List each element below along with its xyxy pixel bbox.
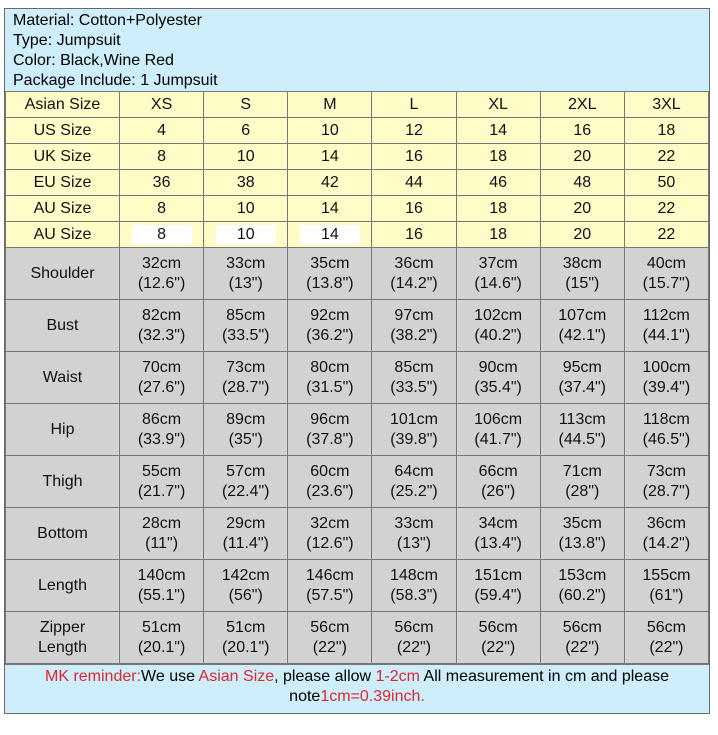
measurement-cell: [204, 508, 288, 560]
size-cell: 50: [624, 170, 708, 196]
measurement-cell: [288, 508, 372, 560]
measurement-label: [6, 352, 120, 404]
value-inch: (23.6"): [306, 482, 354, 500]
value-inch: (41.7"): [474, 430, 522, 448]
measurement-cell: [456, 456, 540, 508]
value-inch: (61"): [649, 586, 684, 604]
value-cm: 106cm: [474, 410, 523, 428]
size-cell: L: [372, 92, 456, 118]
value-inch: (37.8"): [306, 430, 354, 448]
value-inch: (27.6"): [137, 378, 186, 396]
asian-size-highlight: Asian Size: [198, 668, 275, 685]
value-cm: 28cm: [142, 514, 182, 532]
value-cm: 66cm: [478, 462, 518, 480]
value-inch: (33.5"): [390, 378, 438, 396]
size-cell: 10: [288, 118, 372, 144]
value-inch: (12.6"): [306, 534, 354, 552]
value-cm: 29cm: [226, 514, 266, 532]
measurement-label: [6, 508, 120, 560]
value-cm: 33cm: [226, 254, 266, 272]
value-cm: 102cm: [474, 306, 523, 324]
size-cell: XL: [456, 92, 540, 118]
measurement-cell: [624, 612, 708, 664]
size-row-label: Asian Size: [6, 92, 120, 118]
value-cm: 56cm: [562, 618, 602, 636]
value-inch: (35"): [228, 430, 263, 448]
value-cm: 33cm: [394, 514, 434, 532]
measurement-label: [6, 612, 120, 664]
size-cell: 8: [120, 222, 204, 248]
value-cm: 95cm: [562, 358, 602, 376]
value-cm: 86cm: [142, 410, 182, 428]
measurement-cell: [540, 560, 624, 612]
value-cm: 38cm: [562, 254, 602, 272]
measurement-cell: [204, 300, 288, 352]
measurement-cell: [372, 352, 456, 404]
size-row-label: US Size: [6, 118, 120, 144]
size-table: [5, 91, 709, 664]
conversion-highlight: 1cm=0.39inch.: [320, 688, 425, 705]
value-cm: 140cm: [137, 566, 186, 584]
size-cell: 20: [540, 222, 624, 248]
size-cell: 36: [120, 170, 204, 196]
value-cm: 36cm: [646, 514, 686, 532]
size-row: [6, 92, 709, 118]
measurement-label-line: Waist: [42, 368, 83, 386]
measurement-cell: [288, 352, 372, 404]
value-cm: 89cm: [226, 410, 266, 428]
value-inch: (57.5"): [306, 586, 354, 604]
value-inch: (11.4"): [222, 534, 269, 552]
measurement-cell: [624, 300, 708, 352]
measurement-cell: [204, 456, 288, 508]
size-cell: 48: [540, 170, 624, 196]
measurement-label: [6, 404, 120, 456]
value-inch: (13"): [396, 534, 432, 552]
value-cm: 151cm: [474, 566, 523, 584]
measurement-cell: [120, 352, 204, 404]
value-inch: (56"): [228, 586, 263, 604]
value-inch: (55.1"): [137, 586, 186, 604]
measurement-cell: [456, 508, 540, 560]
value-cm: 155cm: [642, 566, 691, 584]
value-cm: 37cm: [478, 254, 518, 272]
measurement-cell: [456, 612, 540, 664]
value-cm: 64cm: [394, 462, 434, 480]
size-cell: 6: [204, 118, 288, 144]
value-inch: (14.2"): [390, 274, 438, 292]
size-cell: 14: [288, 196, 372, 222]
measurement-cell: [288, 404, 372, 456]
value-cm: 73cm: [646, 462, 686, 480]
value-cm: 34cm: [478, 514, 518, 532]
size-cell: 20: [540, 144, 624, 170]
value-inch: (22"): [481, 638, 516, 656]
value-inch: (22"): [565, 638, 600, 656]
measurement-row: [6, 612, 709, 664]
size-cell: M: [288, 92, 372, 118]
value-cm: 51cm: [226, 618, 266, 636]
value-cm: 32cm: [142, 254, 182, 272]
size-cell: 20: [540, 196, 624, 222]
footer-text: All measurement in cm and please note: [289, 668, 669, 705]
measurement-cell: [624, 404, 708, 456]
measurement-cell: [456, 404, 540, 456]
value-inch: (21.7"): [137, 482, 186, 500]
value-inch: (15"): [565, 274, 600, 292]
measurement-cell: [456, 560, 540, 612]
measurement-row: [6, 248, 709, 300]
value-cm: 35cm: [562, 514, 602, 532]
value-inch: (31.5"): [306, 378, 354, 396]
value-inch: (33.5"): [221, 326, 270, 344]
value-inch: (20.1"): [137, 638, 186, 656]
measurement-cell: [540, 404, 624, 456]
measurement-cell: [288, 612, 372, 664]
value-cm: 73cm: [226, 358, 266, 376]
value-cm: 92cm: [310, 306, 350, 324]
measurement-label-line: Length: [38, 576, 87, 594]
value-inch: (46.5"): [642, 430, 691, 448]
measurement-cell: [288, 248, 372, 300]
measurement-cell: [204, 404, 288, 456]
value-inch: (44.1"): [642, 326, 691, 344]
size-row-label: AU Size: [6, 222, 120, 248]
value-inch: (11"): [145, 534, 179, 552]
value-inch: (22.4"): [221, 482, 270, 500]
size-cell: 2XL: [540, 92, 624, 118]
value-cm: 56cm: [646, 618, 686, 636]
value-cm: 118cm: [643, 410, 690, 428]
value-cm: 100cm: [642, 358, 691, 376]
measurement-cell: [372, 508, 456, 560]
size-cell: 12: [372, 118, 456, 144]
size-cell: 16: [540, 118, 624, 144]
size-cell: 18: [456, 222, 540, 248]
value-cm: 56cm: [394, 618, 434, 636]
value-cm: 55cm: [142, 462, 182, 480]
measurement-cell: [624, 456, 708, 508]
value-inch: (39.8"): [390, 430, 438, 448]
value-cm: 60cm: [310, 462, 350, 480]
info-material: Material: Cotton+Polyester: [13, 12, 202, 29]
value-inch: (28.7"): [221, 378, 270, 396]
size-cell: 10: [204, 222, 288, 248]
value-cm: 153cm: [558, 566, 607, 584]
size-cell: 22: [624, 144, 708, 170]
measurement-label: [6, 560, 120, 612]
size-cell: 16: [372, 144, 456, 170]
measurement-cell: [204, 612, 288, 664]
value-inch: (38.2"): [390, 326, 438, 344]
measurement-cell: [540, 300, 624, 352]
measurement-cell: [540, 456, 624, 508]
size-row: [6, 144, 709, 170]
value-inch: (28.7"): [642, 482, 691, 500]
value-inch: (60.2"): [558, 586, 607, 604]
size-cell: 10: [204, 144, 288, 170]
measurement-label-line: Bust: [46, 316, 79, 334]
value-inch: (59.4"): [474, 586, 522, 604]
measurement-cell: [120, 404, 204, 456]
measurement-cell: [624, 508, 708, 560]
measurement-label-line: Thigh: [42, 472, 83, 490]
value-cm: 40cm: [646, 254, 686, 272]
value-inch: (58.3"): [390, 586, 438, 604]
measurement-label: [6, 300, 120, 352]
size-row-label: AU Size: [6, 196, 120, 222]
value-cm: 71cm: [562, 462, 602, 480]
value-cm: 51cm: [142, 618, 182, 636]
measurement-cell: [372, 248, 456, 300]
value-cm: 112cm: [643, 306, 690, 324]
measurement-cell: [204, 352, 288, 404]
value-inch: (26"): [481, 482, 516, 500]
size-cell: 4: [120, 118, 204, 144]
measurement-row: [6, 508, 709, 560]
measurement-row: [6, 352, 709, 404]
footer-note: [5, 664, 709, 713]
measurement-cell: [540, 508, 624, 560]
value-cm: 32cm: [310, 514, 350, 532]
value-inch: (33.9"): [137, 430, 186, 448]
size-cell: 8: [120, 144, 204, 170]
measurement-cell: [624, 248, 708, 300]
value-inch: (13.8"): [558, 534, 607, 552]
value-cm: 35cm: [310, 254, 350, 272]
size-row: [6, 222, 709, 248]
size-row: [6, 196, 709, 222]
measurement-cell: [204, 560, 288, 612]
value-inch: (35.4"): [474, 378, 522, 396]
size-cell: 16: [372, 222, 456, 248]
size-cell: S: [204, 92, 288, 118]
size-cell: 22: [624, 222, 708, 248]
size-chart: [4, 8, 710, 714]
measurement-cell: [120, 300, 204, 352]
info-type: Type: Jumpsuit: [13, 32, 121, 49]
value-cm: 113cm: [558, 410, 606, 428]
value-cm: 90cm: [478, 358, 518, 376]
measurement-cell: [456, 300, 540, 352]
mk-reminder-label: MK reminder:: [45, 668, 142, 685]
size-cell: 16: [372, 196, 456, 222]
value-cm: 96cm: [310, 410, 350, 428]
value-inch: (14.2"): [642, 534, 691, 552]
measurement-row: [6, 456, 709, 508]
measurement-row: [6, 404, 709, 456]
size-row-label: UK Size: [6, 144, 120, 170]
info-package: Package Include: 1 Jumpsuit: [13, 72, 218, 89]
size-cell: 46: [456, 170, 540, 196]
measurement-row: [6, 560, 709, 612]
value-inch: (14.6"): [474, 274, 522, 292]
measurement-cell: [540, 612, 624, 664]
tolerance-highlight: 1-2cm: [375, 668, 420, 685]
value-cm: 36cm: [394, 254, 434, 272]
size-row: [6, 118, 709, 144]
value-cm: 57cm: [226, 462, 266, 480]
value-cm: 85cm: [226, 306, 266, 324]
measurement-cell: [372, 300, 456, 352]
size-cell: 42: [288, 170, 372, 196]
value-inch: (44.5"): [558, 430, 607, 448]
value-inch: (13"): [228, 274, 263, 292]
value-inch: (13.4"): [474, 534, 522, 552]
size-row: [6, 170, 709, 196]
value-inch: (13.8"): [306, 274, 354, 292]
footer-text: , please allow: [274, 668, 376, 685]
measurement-cell: [288, 300, 372, 352]
measurement-cell: [120, 560, 204, 612]
value-cm: 97cm: [394, 306, 434, 324]
value-cm: 82cm: [142, 306, 182, 324]
value-cm: 70cm: [142, 358, 182, 376]
value-inch: (42.1"): [558, 326, 607, 344]
value-cm: 101cm: [389, 410, 438, 428]
value-inch: (25.2"): [390, 482, 438, 500]
value-inch: (22"): [649, 638, 684, 656]
measurement-label: [6, 456, 120, 508]
value-inch: (22"): [312, 638, 347, 656]
value-inch: (39.4"): [642, 378, 691, 396]
value-cm: 56cm: [310, 618, 350, 636]
value-cm: 142cm: [221, 566, 270, 584]
footer-text: We use: [141, 668, 199, 685]
size-cell: 14: [288, 144, 372, 170]
measurement-cell: [372, 560, 456, 612]
size-cell: 8: [120, 196, 204, 222]
value-cm: 146cm: [305, 566, 354, 584]
value-inch: (37.4"): [558, 378, 607, 396]
value-inch: (28"): [565, 482, 600, 500]
size-cell: 18: [456, 144, 540, 170]
product-info: [5, 9, 709, 91]
size-cell: 38: [204, 170, 288, 196]
size-cell: 14: [288, 222, 372, 248]
size-cell: 10: [204, 196, 288, 222]
size-cell: 22: [624, 196, 708, 222]
value-cm: 107cm: [558, 306, 607, 324]
measurement-cell: [288, 560, 372, 612]
measurement-cell: [456, 352, 540, 404]
size-row-label: EU Size: [6, 170, 120, 196]
measurement-cell: [120, 612, 204, 664]
value-inch: (32.3"): [137, 326, 186, 344]
measurement-cell: [372, 612, 456, 664]
size-cell: 18: [624, 118, 708, 144]
size-cell: 3XL: [624, 92, 708, 118]
value-inch: (12.6"): [137, 274, 186, 292]
size-cell: 14: [456, 118, 540, 144]
value-inch: (36.2"): [306, 326, 354, 344]
size-cell: 44: [372, 170, 456, 196]
measurement-cell: [120, 508, 204, 560]
value-inch: (20.1"): [221, 638, 270, 656]
measurement-cell: [624, 352, 708, 404]
measurement-label-line: Zipper: [39, 618, 86, 636]
info-color: Color: Black,Wine Red: [13, 52, 174, 69]
measurement-label-line: Bottom: [37, 524, 88, 542]
value-inch: (22"): [396, 638, 432, 656]
value-inch: (15.7"): [642, 274, 691, 292]
measurement-cell: [540, 248, 624, 300]
measurement-label: [6, 248, 120, 300]
measurement-cell: [456, 248, 540, 300]
measurement-cell: [288, 456, 372, 508]
value-cm: 56cm: [478, 618, 518, 636]
measurement-cell: [120, 456, 204, 508]
measurement-cell: [540, 352, 624, 404]
value-cm: 85cm: [394, 358, 434, 376]
value-inch: (40.2"): [474, 326, 522, 344]
size-cell: 18: [456, 196, 540, 222]
measurement-row: [6, 300, 709, 352]
value-cm: 80cm: [310, 358, 350, 376]
measurement-cell: [120, 248, 204, 300]
measurement-label-line: Shoulder: [30, 264, 95, 282]
measurement-cell: [372, 456, 456, 508]
size-cell: XS: [120, 92, 204, 118]
measurement-cell: [624, 560, 708, 612]
measurement-cell: [204, 248, 288, 300]
measurement-label-line: Hip: [50, 420, 75, 438]
value-cm: 148cm: [389, 566, 438, 584]
measurement-cell: [372, 404, 456, 456]
measurement-label-line: Length: [38, 638, 87, 656]
